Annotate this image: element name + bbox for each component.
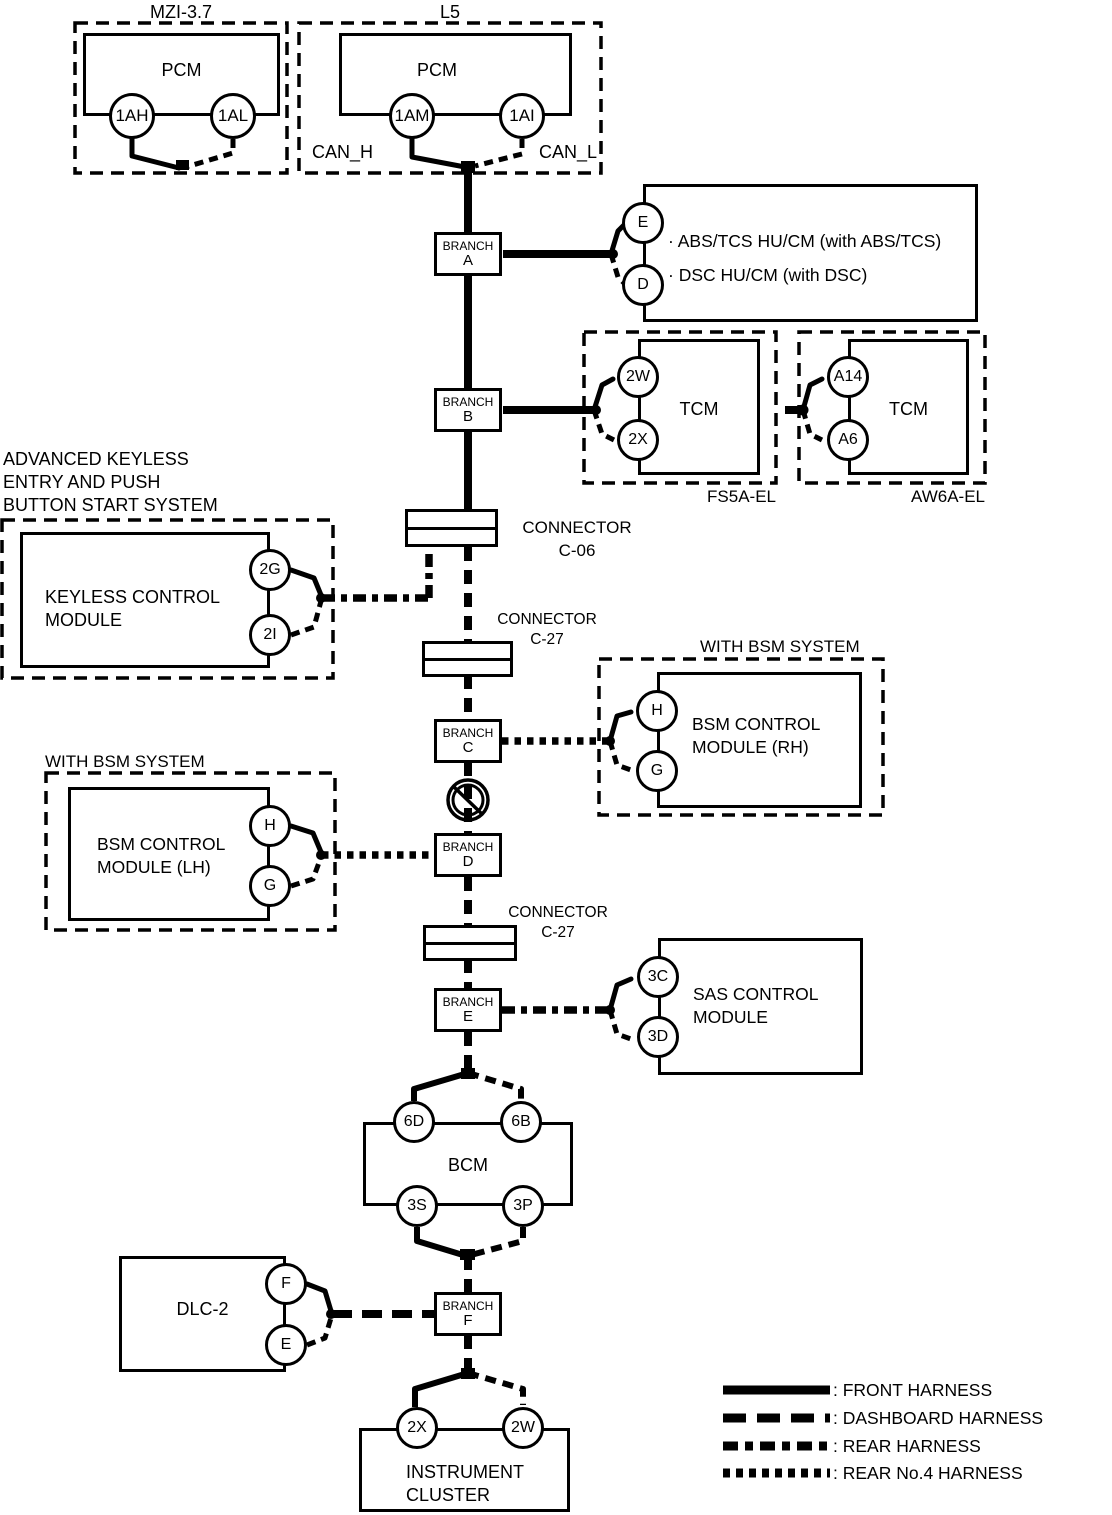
bsm-rh-module-line2: MODULE (RH) (692, 737, 809, 757)
connector-c06-box (405, 509, 498, 547)
sas-module-line1: SAS CONTROL (693, 984, 819, 1004)
pin-e-dlc2: E (265, 1324, 307, 1366)
pin-2x-tcm: 2X (617, 419, 659, 461)
pin-f-dlc2: F (265, 1263, 307, 1305)
connector-divider (426, 942, 514, 945)
connector-divider (408, 527, 495, 530)
instrument-cluster-line1: INSTRUMENT (406, 1462, 524, 1482)
branch-b-letter: B (462, 407, 473, 425)
connector-c06-label (512, 516, 642, 562)
branch-e-letter: E (462, 1007, 473, 1025)
branch-a-word: BRANCH (442, 238, 494, 253)
bsm-lh-module-label (97, 833, 225, 879)
connector-c27-upper-word: CONNECTOR (497, 611, 597, 628)
keyless-module-label (45, 586, 220, 632)
branch-c-word: BRANCH (442, 725, 494, 740)
pin-2g-keyless: 2G (249, 549, 291, 591)
keyless-system-line3: BUTTON START SYSTEM (3, 495, 218, 515)
pin-1ah: 1AH (109, 93, 155, 139)
bsm-lh-module-line2: MODULE (LH) (97, 857, 211, 877)
tcm-fs5a-label: TCM (679, 399, 719, 419)
connector-c27-upper-id: C-27 (530, 631, 564, 648)
abs-dsc-box (643, 184, 978, 322)
branch-f-word: BRANCH (442, 1298, 494, 1313)
connector-c27-lower-word: CONNECTOR (508, 904, 608, 921)
branch-e-box (434, 988, 502, 1032)
legend-rear-no4-harness: : REAR No.4 HARNESS (833, 1463, 1023, 1483)
branch-b-word: BRANCH (442, 394, 494, 409)
pin-h-bsm-lh: H (249, 805, 291, 847)
branch-f-box (434, 1292, 502, 1336)
legend-front-harness: : FRONT HARNESS (833, 1380, 993, 1400)
pin-3s-bcm: 3S (396, 1185, 438, 1227)
pin-2x-cluster: 2X (396, 1407, 438, 1449)
sas-module-label (693, 983, 818, 1029)
bcm-label: BCM (448, 1155, 488, 1175)
l5-system-label: L5 (439, 2, 461, 22)
pin-e-abs: E (622, 202, 664, 244)
instrument-cluster-label (406, 1461, 524, 1507)
pin-1al: 1AL (210, 93, 256, 139)
pin-a14-tcm: A14 (827, 356, 869, 398)
abs-tcs-item: · ABS/TCS HU/CM (with ABS/TCS) (668, 231, 942, 251)
keyless-module-line1: KEYLESS CONTROL (45, 587, 221, 607)
sas-module-line2: MODULE (693, 1007, 768, 1027)
pin-a6-tcm: A6 (827, 419, 869, 461)
fs5a-el-tag: FS5A-EL (707, 487, 776, 506)
pin-h-bsm-rh: H (636, 690, 678, 732)
pin-1ai: 1AI (499, 93, 545, 139)
branch-d-box (434, 833, 502, 877)
pin-3d-sas: 3D (637, 1016, 679, 1058)
bsm-rh-module-line1: BSM CONTROL (692, 714, 821, 734)
legend-rear-harness: : REAR HARNESS (833, 1436, 981, 1456)
pin-3c-sas: 3C (637, 956, 679, 998)
connector-c06-word: CONNECTOR (522, 518, 632, 537)
keyless-module-line2: MODULE (45, 610, 123, 630)
branch-a-box (434, 232, 502, 276)
keyless-system-line2: ENTRY AND PUSH (3, 472, 161, 492)
pin-2i-keyless: 2I (249, 614, 291, 656)
branch-e-word: BRANCH (442, 994, 494, 1009)
branch-a-letter: A (462, 251, 473, 269)
legend-dashboard-harness: : DASHBOARD HARNESS (833, 1408, 1044, 1428)
can-h-label: CAN_H (312, 142, 374, 162)
mzi-system-label: MZI-3.7 (149, 2, 212, 22)
dlc2-label: DLC-2 (176, 1299, 229, 1319)
pcm-l5-label: PCM (417, 60, 457, 80)
branch-d-word: BRANCH (442, 839, 494, 854)
dsc-item: · DSC HU/CM (with DSC) (668, 265, 868, 285)
pin-g-bsm-lh: G (249, 865, 291, 907)
can-l-label: CAN_L (539, 142, 598, 162)
bsm-rh-module-label (692, 713, 820, 759)
pin-g-bsm-rh: G (636, 750, 678, 792)
keyless-system-line1: ADVANCED KEYLESS (3, 449, 189, 469)
branch-d-letter: D (462, 852, 474, 870)
instrument-cluster-line2: CLUSTER (406, 1485, 491, 1505)
keyless-system-label (3, 448, 218, 517)
branch-b-box (434, 388, 502, 432)
connector-c06-id: C-06 (558, 541, 596, 560)
legend-swatches (723, 1390, 830, 1473)
no-connection-symbol (448, 780, 488, 820)
bsm-lh-module-line1: BSM CONTROL (97, 834, 226, 854)
pin-6d-bcm: 6D (393, 1101, 435, 1143)
connector-c27-lower-id: C-27 (541, 924, 575, 941)
pin-2w-tcm: 2W (617, 356, 659, 398)
connector-c27-lower-label (503, 903, 613, 943)
connector-c27-upper-label (492, 610, 602, 650)
pcm-mzi-label: PCM (161, 60, 202, 80)
pin-6b-bcm: 6B (500, 1101, 542, 1143)
aw6a-el-tag: AW6A-EL (910, 487, 985, 506)
pin-3p-bcm: 3P (502, 1185, 544, 1227)
bsm-lh-system-label: WITH BSM SYSTEM (45, 752, 205, 771)
branch-f-letter: F (463, 1311, 473, 1329)
branch-c-letter: C (462, 738, 474, 756)
pin-1am: 1AM (389, 93, 435, 139)
pin-2w-cluster: 2W (502, 1407, 544, 1449)
pin-d-abs: D (622, 264, 664, 306)
connector-divider (425, 658, 510, 661)
branch-c-box (434, 719, 502, 763)
tcm-aw6a-label: TCM (889, 399, 928, 419)
bsm-rh-system-label: WITH BSM SYSTEM (700, 637, 860, 656)
